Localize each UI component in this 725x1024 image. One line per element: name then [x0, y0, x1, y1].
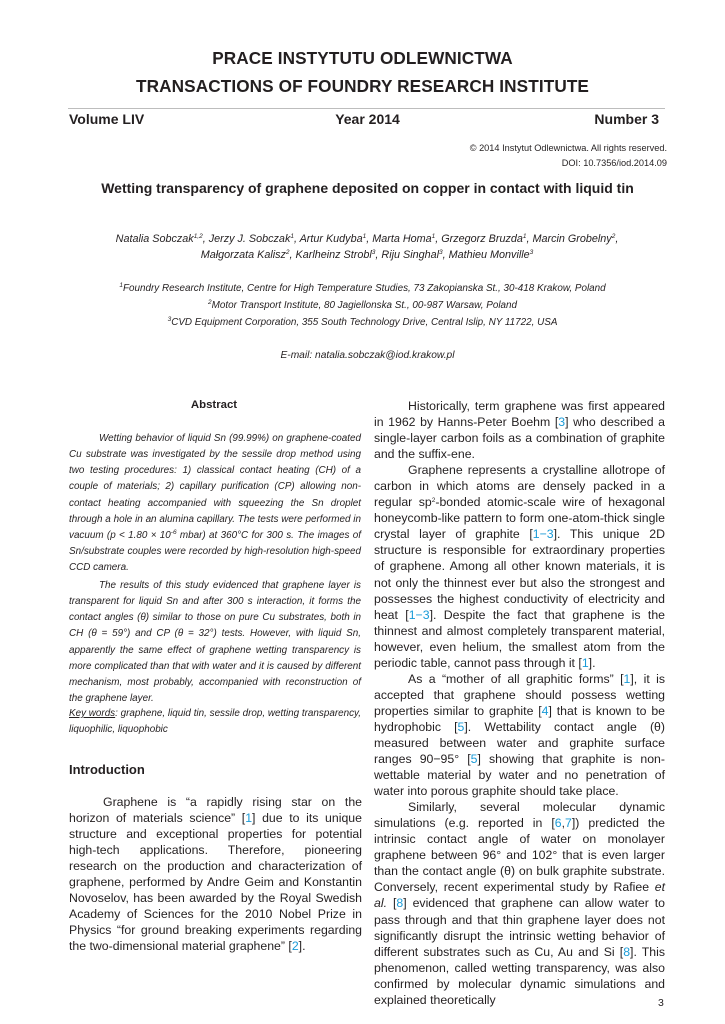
keywords-text: : graphene, liquid tin, sessile drop, wetting transparency, liquophilic, liquophobic: [69, 708, 361, 736]
affiliation-3: $^3$CVD Equipment Corporation, 355 South Technology Drive, Central Islip, NY 11722, USA: [167, 316, 558, 328]
author-name: Marcin Grobelny: [532, 233, 612, 245]
citation-link[interactable]: 6: [554, 816, 562, 831]
page-number: 3: [658, 997, 664, 1009]
citation-link[interactable]: 1−3: [408, 607, 430, 622]
keywords: [69, 706, 361, 738]
citation-link[interactable]: 1−3: [532, 527, 554, 542]
affiliation-1: $^1$Foundry Research Institute, Centre for High Temperature Studies, 73 Zakopianska St., 30-418 Krakow, Poland: [119, 282, 606, 294]
introduction-paragraph-1: Graphene is “a rapidly rising star on the horizon of materials science” [1] due to its unique structure and exceptional properties for potential high-tech applications. Therefore, pioneering research on the production and characterization of graphene, performed by Andre Geim and Konstantin Novoselov, has been awarded by the Royal Swedish Academy of Sciences for the 2010 Nobel Prize in Physics “for ground breaking experiments regarding the two-dimensional material graphene” [2].: [69, 795, 362, 954]
author-name: Artur Kudyba: [299, 233, 363, 245]
author-name: Karlheinz Strobl: [295, 249, 372, 261]
citation-link[interactable]: 7: [565, 816, 572, 831]
author-name: Riju Singhal: [381, 249, 440, 261]
year-label: Year 2014: [335, 111, 400, 127]
body-paragraph: Graphene represents a crystalline allotrope of carbon in which atoms are densely packed in a regular $sp^2$-bonded atomic-scale wire of hexagonal honeycomb-like pattern to form one-atom-thick single crystal layer of graphite [1−3]. This unique 2D structure is responsible for extraordinary properties of graphene. Among all other known materials, it is not only the thinnest ever but also the strongest and possesses the highest conductivity of electricity and heat [1−3]. Despite the fact that graphene is the thinnest and almost completely transparent material, however, even helium, the smallest atom from the periodic table, cannot pass through it [1].: [374, 463, 665, 670]
citation-link[interactable]: 5: [470, 752, 478, 767]
keywords-label: Key words: [69, 708, 116, 719]
citation-link[interactable]: 3: [558, 415, 566, 430]
author-list: Natalia Sobczak$^{1,2}$, Jerzy J. Sobczak$^1$, Artur Kudyba$^1$, Marta Homa$^1$, Grzegorz Bruzda$^1$, Marcin Grobelny$^2$, Małgorzata Kalisz$^2$, Karlheinz Strobl$^3$, Riju Singhal$^3$, Mathieu Monville$^3$: [115, 233, 619, 261]
abstract-heading: Abstract: [190, 399, 238, 411]
citation-link[interactable]: 2: [291, 939, 299, 954]
author-name: Grzegorz Bruzda: [441, 233, 523, 245]
journal-title-pl: PRACE INSTYTUTU ODLEWNICTWA: [212, 48, 513, 68]
citation-link[interactable]: 8: [623, 944, 631, 959]
right-column-text: [374, 398, 665, 1008]
body-paragraph: As a “mother of all graphitic forms” [1], it is accepted that graphene should possess wetting properties similar to graphite [4] that is known to be hydrophobic [5]. Wettability contact angle (θ) measured between water and graphite surface ranges 90−95° [5] showing that graphite is non-wettable material by water and no penetration of water into porous graphite should take place.: [374, 671, 666, 799]
author-name: Małgorzata Kalisz: [200, 249, 286, 261]
issue-number-label: Number 3: [594, 111, 659, 127]
volume-label: Volume LIV: [69, 111, 145, 127]
author-name: Mathieu Monville: [448, 249, 530, 261]
citation-link[interactable]: 4: [541, 703, 549, 718]
journal-title-en: TRANSACTIONS OF FOUNDRY RESEARCH INSTITUTE: [136, 76, 589, 96]
paper-title: Wetting transparency of graphene deposited on copper in contact with liquid tin: [101, 180, 634, 196]
citation-link[interactable]: 8: [396, 896, 404, 911]
copyright-notice: © 2014 Instytut Odlewnictwa. All rights reserved.: [469, 143, 667, 153]
abstract-paragraph-2: The results of this study evidenced that graphene layer is transparent for liquid Sn and after 300 s interaction, it forms the contact angles (θ) similar to those on pure Cu substrates, both in CH (θ = 59°) and CP (θ = 32°) tests. However, with liquid Sn, apparently the same effect of graphene wetting transparency is more complicated than that with water and it is caused by different mechanism, most probably, accompanied with reconstruction of the graphene layer.: [69, 580, 361, 705]
affiliation-2: $^2$Motor Transport Institute, 80 Jagiellonska St., 00-987 Warsaw, Poland: [208, 299, 517, 311]
doi-text: DOI: 10.7356/iod.2014.09: [561, 158, 667, 168]
citation-link[interactable]: 1: [245, 811, 253, 826]
body-paragraph: Similarly, several molecular dynamic simulations (e.g. reported in [6,7]) predicted the intrinsic contact angle of water on monolayer graphene between 96° and 102° that is even larger than the contact angle (θ) on bulk graphite substrate. Conversely, recent experimental study by Rafiee et al. [8] evidenced that graphene can allow water to pass through and that thin graphene layer does not significantly disrupt the intrinsic wetting behavior of different substrates such as Cu, Au and Si [8]. This phenomenon, called wetting transparency, was also confirmed by molecular dynamic simulations and explained theoretically: [374, 800, 665, 1007]
author-name: Marta Homa: [372, 233, 432, 245]
introduction-heading: Introduction: [69, 762, 145, 777]
header-rule: [68, 108, 665, 109]
contact-email: E-mail: natalia.sobczak@iod.krakow.pl: [280, 350, 455, 361]
citation-link[interactable]: 1: [623, 671, 631, 686]
abstract-paragraph-1: Wetting behavior of liquid Sn (99.99%) on graphene-coated Cu substrate was investigated by the sessile drop method using two testing procedures: 1) classical contact heating (CH) of a couple of materials; 2) capillary purification (CP) allowing non-contact heating accompanied with squeezing the Sn droplet through a hole in an alumina capillary. The tests were performed in vacuum ($p < 1.80 \times 10^{-6}$ mbar) at 360°C for 300 s. The images of Sn/substrate couples were recorded by high-resolution high-speed CCD camera.: [69, 433, 361, 574]
citation-link[interactable]: 1: [581, 655, 589, 670]
author-name: Jerzy J. Sobczak: [208, 233, 291, 245]
body-paragraph: Historically, term graphene was first appeared in 1962 by Hanns-Peter Boehm [3] who described a single-layer carbon foils as a combination of graphite and the suffix-ene.: [374, 399, 665, 462]
author-name: Natalia Sobczak: [115, 233, 194, 245]
citation-link[interactable]: 5: [457, 719, 465, 734]
